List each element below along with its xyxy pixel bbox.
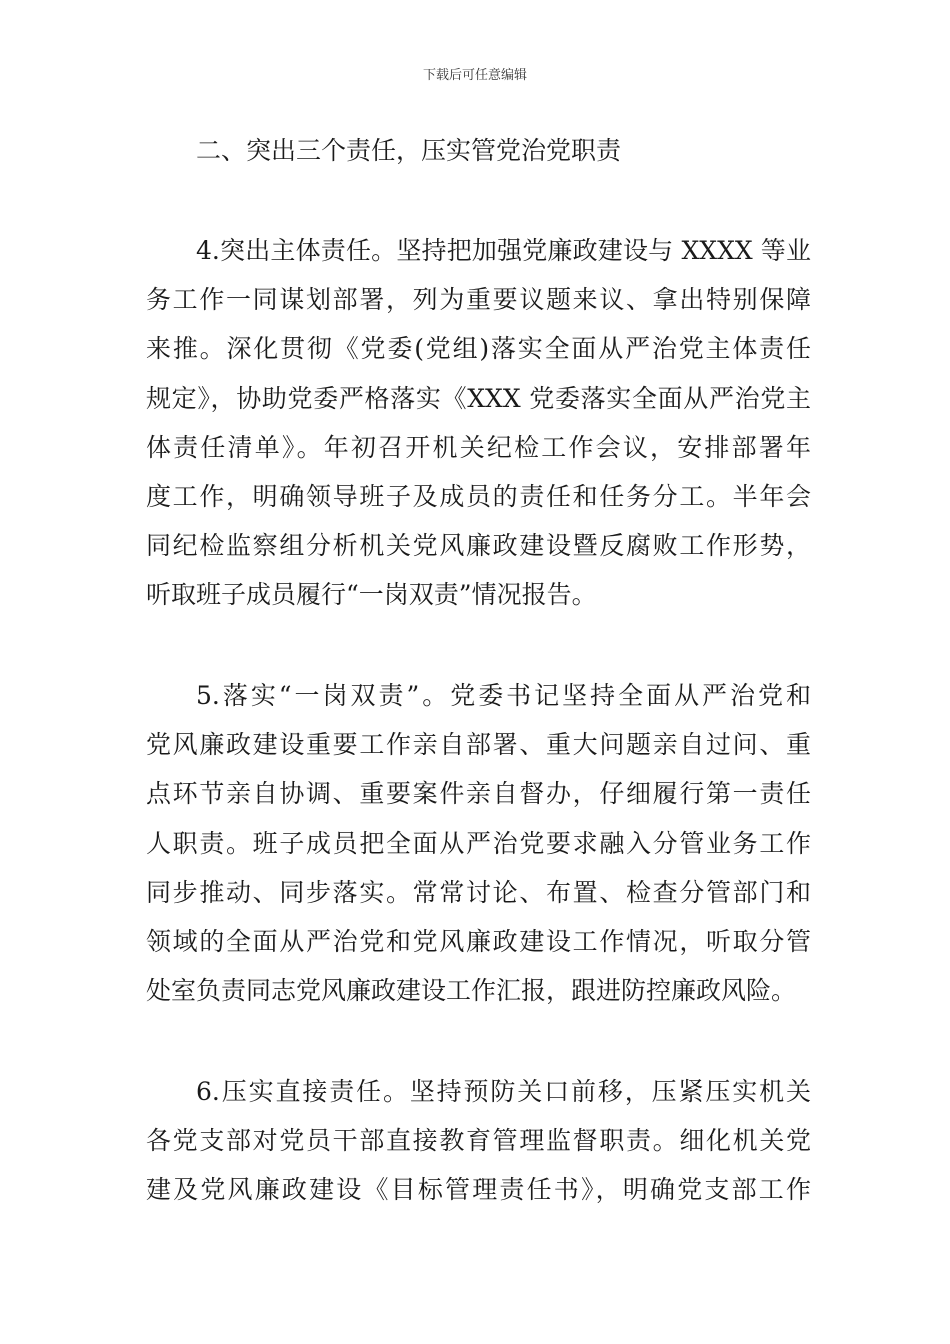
paragraph-line: 党风廉政建设重要工作亲自部署、重大问题亲自过问、重 <box>146 730 811 760</box>
paragraph-line: 6.压实直接责任。坚持预防关口前移，压紧压实机关 <box>196 1077 811 1106</box>
paragraph-line: 人职责。班子成员把全面从严治党要求融入分管业务工作 <box>146 828 811 858</box>
paragraph-line: 听取班子成员履行“一岗双责”情况报告。 <box>146 580 597 610</box>
paragraph-line: 建及党风廉政建设《目标管理责任书》，明确党支部工作 <box>146 1175 811 1205</box>
paragraph-line: 规定》，协助党委严格落实《XXX 党委落实全面从严治党主 <box>146 383 811 413</box>
paragraph-5 <box>146 671 811 1015</box>
section-heading: 二、突出三个责任，压实管党治党职责 <box>196 136 622 165</box>
paragraph-line: 5.落实“一岗双责”。党委书记坚持全面从严治党和 <box>196 681 811 710</box>
header-note: 下载后可任意编辑 <box>422 68 527 83</box>
paragraph-line: 同纪检监察组分析机关党风廉政建设暨反腐败工作形势， <box>146 531 811 561</box>
paragraph-line: 处室负责同志党风廉政建设工作汇报，跟进防控廉政风险。 <box>146 976 797 1006</box>
paragraph-line: 同步推动、同步落实。常常讨论、布置、检查分管部门和 <box>146 877 811 907</box>
paragraph-line: 领域的全面从严治党和党风廉政建设工作情况，听取分管 <box>146 926 811 956</box>
paragraph-line: 体责任清单》。年初召开机关纪检工作会议，安排部署年 <box>146 432 811 462</box>
paragraph-line: 度工作，明确领导班子及成员的责任和任务分工。半年会 <box>146 481 811 511</box>
paragraph-line: 4.突出主体责任。坚持把加强党廉政建设与 XXXX 等业 <box>196 236 811 265</box>
paragraph-line: 来推。深化贯彻《党委(党组)落实全面从严治党主体责任 <box>146 334 811 364</box>
paragraph-line: 务工作一同谋划部署，列为重要议题来议、拿出特别保障 <box>146 285 811 315</box>
paragraph-6 <box>146 1067 811 1215</box>
paragraph-4 <box>146 226 811 620</box>
paragraph-line: 点环节亲自协调、重要案件亲自督办，仔细履行第一责任 <box>146 779 811 809</box>
paragraph-line: 各党支部对党员干部直接教育管理监督职责。细化机关党 <box>146 1126 811 1156</box>
